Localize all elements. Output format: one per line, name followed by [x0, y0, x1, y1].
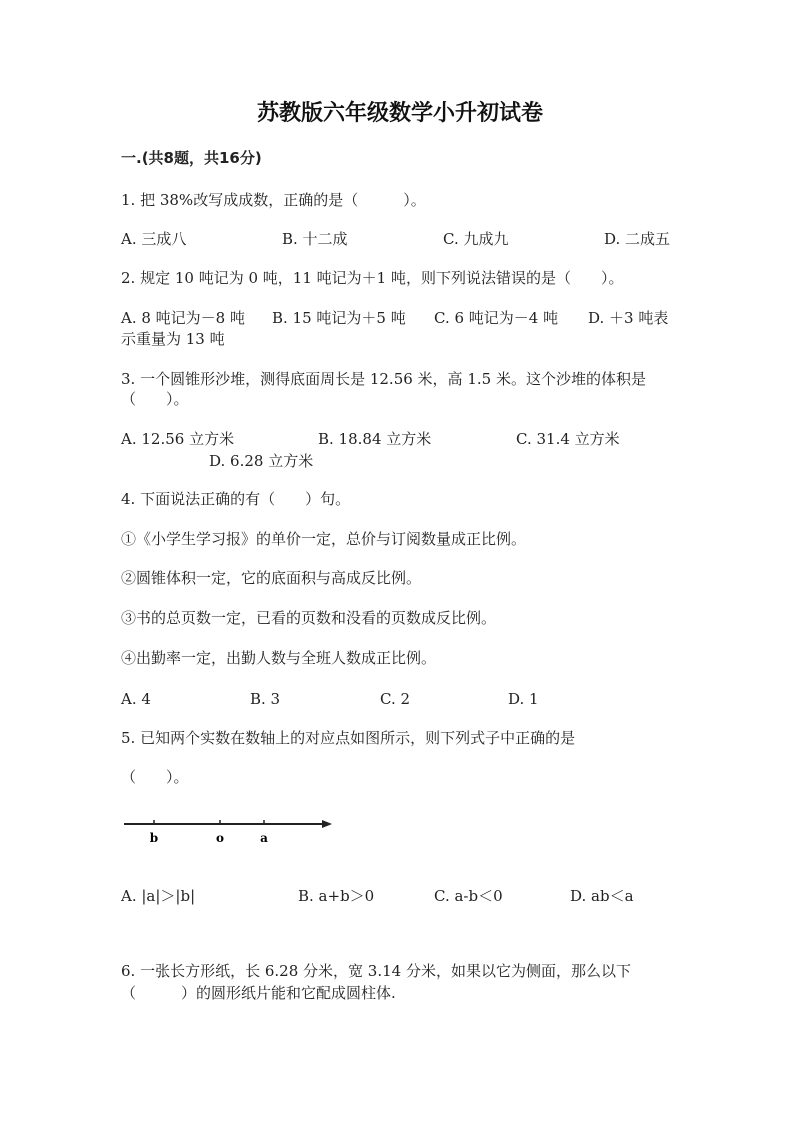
- question-3-option-b: B. 18.84 立方米: [318, 430, 432, 448]
- question-1-option-c: C. 九成九: [443, 230, 509, 248]
- question-4-option-a: A. 4: [121, 690, 151, 708]
- question-6-stem-cont: （ ）的圆形纸片能和它配成圆柱体.: [121, 984, 396, 1002]
- question-5-option-d: D. ab＜a: [570, 887, 634, 905]
- page-title: 苏教版六年级数学小升初试卷: [256, 101, 543, 126]
- label-b: b: [149, 831, 159, 845]
- question-4-stem: 4. 下面说法正确的有（ ）句。: [121, 490, 351, 508]
- number-line-arrow: [322, 820, 332, 828]
- question-2-option-c: C. 6 吨记为－4 吨: [434, 309, 559, 327]
- question-3-option-a: A. 12.56 立方米: [121, 430, 235, 448]
- question-3-option-d: D. 6.28 立方米: [209, 452, 314, 470]
- question-1-option-d: D. 二成五: [604, 230, 671, 248]
- question-5-option-a: A. |a|＞|b|: [121, 887, 196, 905]
- question-4-statement-4: ④出勤率一定，出勤人数与全班人数成正比例。: [121, 649, 437, 667]
- question-4-statement-2: ②圆锥体积一定，它的底面积与高成反比例。: [121, 569, 422, 587]
- number-line-figure: [120, 812, 340, 852]
- question-2-option-b: B. 15 吨记为＋5 吨: [272, 309, 406, 327]
- question-2-option-d-cont: 示重量为 13 吨: [121, 330, 225, 348]
- section-heading: 一.(共8题，共16分): [121, 149, 262, 167]
- question-4-option-c: C. 2: [380, 690, 411, 708]
- label-o: o: [215, 831, 225, 845]
- question-4-option-d: D. 1: [508, 690, 539, 708]
- question-4-statement-1: ①《小学生学习报》的单价一定，总价与订阅数量成正比例。: [121, 530, 527, 548]
- question-3-option-c: C. 31.4 立方米: [516, 430, 620, 448]
- question-5-option-b: B. a+b＞0: [298, 887, 375, 905]
- question-1-option-b: B. 十二成: [282, 230, 348, 248]
- label-a: a: [260, 831, 268, 845]
- question-1-option-a: A. 三成八: [121, 230, 187, 248]
- question-2-option-a: A. 8 吨记为－8 吨: [121, 309, 245, 327]
- question-1-stem: 1. 把 38%改写成成数，正确的是（ ）。: [121, 191, 426, 209]
- question-6-stem: 6. 一张长方形纸，长 6.28 分米，宽 3.14 分米，如果以它为侧面，那么以下: [121, 962, 631, 980]
- question-2-stem: 2. 规定 10 吨记为 0 吨，11 吨记为＋1 吨，则下列说法错误的是（ ）。: [121, 269, 624, 287]
- question-5-stem-cont: （ ）。: [121, 768, 189, 786]
- question-2-option-d: D. ＋3 吨表: [588, 309, 669, 327]
- question-5-option-c: C. a-b＜0: [434, 887, 503, 905]
- question-4-option-b: B. 3: [250, 690, 281, 708]
- question-3-stem: 3. 一个圆锥形沙堆，测得底面周长是 12.56 米，高 1.5 米。这个沙堆的体积是: [121, 370, 646, 388]
- question-3-stem-cont: （ ）。: [121, 390, 189, 408]
- question-4-statement-3: ③书的总页数一定，已看的页数和没看的页数成反比例。: [121, 609, 497, 627]
- question-5-stem: 5. 已知两个实数在数轴上的对应点如图所示，则下列式子中正确的是: [121, 729, 576, 747]
